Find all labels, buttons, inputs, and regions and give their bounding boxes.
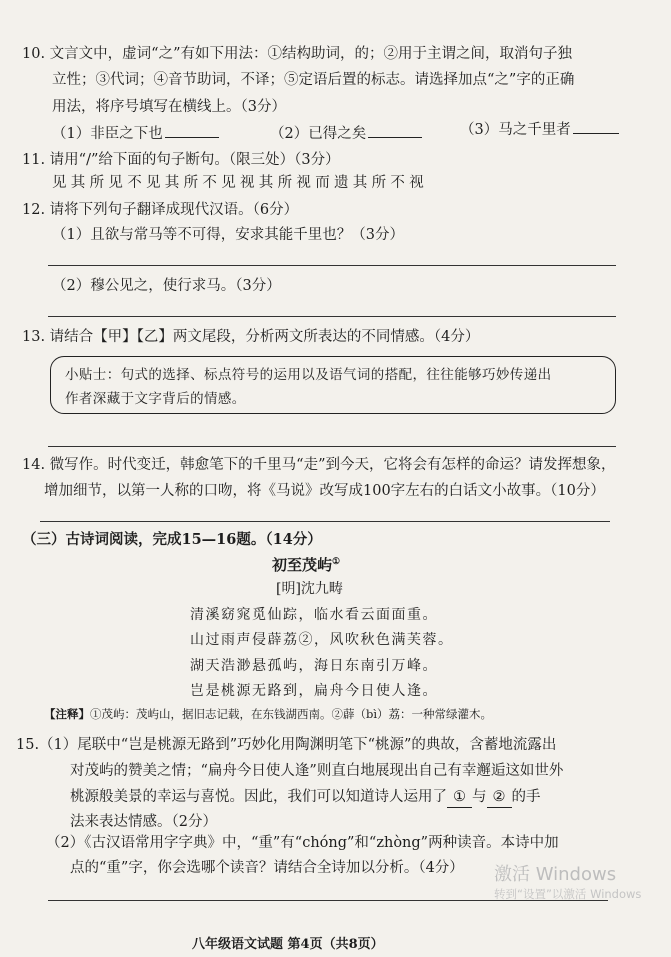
poem-notes [44, 706, 492, 722]
poem-line-4: 岂是桃源无路到，扁舟今日使人逢。 [190, 683, 438, 699]
section3-heading: （三）古诗词阅读，完成15—16题。（14分） [22, 531, 322, 548]
q10-line3: 用法，将序号填写在横线上。（3分） [52, 99, 286, 115]
q13-tip-line1: 小贴士：句式的选择、标点符号的运用以及语气词的搭配，往往能够巧妙传递出 [65, 367, 552, 383]
poem-title-text: 初至茂屿 [272, 556, 333, 574]
q15-line3-text-a: 桃源般美景的幸运与喜悦。因此，我们可以知道诗人运用了 [70, 789, 447, 805]
poem-notes-text: ①茂屿：茂屿山，据旧志记载，在东钱湖西南。②薜（bì）荔：一种常绿灌木。 [90, 707, 493, 721]
q15-line3-text-c: 的手 [511, 789, 541, 805]
q15-line3 [70, 787, 541, 808]
q10-option-1-text: （1）非臣之下也 [52, 126, 163, 142]
q10-answer-blank-3[interactable] [573, 119, 619, 134]
page-footer: 八年级语文试题 第4页（共8页） [192, 937, 384, 952]
q10-line2: 立性；③代词；④音节助词，不译；⑤定语后置的标志。请选择加点“之”字的正确 [52, 72, 575, 88]
q15-blank-2[interactable]: ② [487, 787, 512, 808]
q15-blank-1[interactable]: ① [447, 787, 472, 808]
q13-line1: 13. 请结合【甲】【乙】两文尾段，分析两文所表达的不同情感。（4分） [22, 329, 480, 345]
poem-line-3: 湖天浩渺悬孤屿，海日东南引万峰。 [190, 658, 438, 674]
q14-line2: 增加细节，以第一人称的口吻，将《马说》改写成100字左右的白话文小故事。（10分） [44, 483, 605, 499]
q15-sub2-line2: 点的“重”字，你会选哪个读音？请结合全诗加以分析。（4分） [70, 860, 464, 876]
q10-option-2 [270, 123, 422, 144]
windows-activation-watermark: 激活 Windows [494, 864, 617, 885]
poem-title [272, 552, 340, 575]
q10-answer-blank-2[interactable] [368, 123, 422, 138]
q10-option-3-text: （3）马之千里者 [460, 122, 571, 138]
q10-option-1 [52, 123, 219, 144]
q10-option-2-text: （2）已得之矣 [270, 126, 367, 142]
q11-line1: 11. 请用“/”给下面的句子断句。（限三处）（3分） [22, 152, 340, 168]
q13-answer-line[interactable] [48, 446, 616, 447]
q10-option-3 [460, 119, 619, 140]
poem-line-1: 清溪窈窕觅仙踪，临水看云面面重。 [190, 607, 438, 623]
q12-sub2-answer-line[interactable] [48, 316, 616, 317]
poem-author: [明]沈九畴 [276, 581, 343, 597]
q15-line4: 法来表达情感。（2分） [70, 814, 217, 830]
q13-tip-box [50, 356, 616, 414]
q15-line2: 对茂屿的赞美之情；“扁舟今日使人逢”则直白地展现出自己有幸邂逅这如世外 [70, 763, 564, 779]
q10-line1: 10. 文言文中，虚词“之”有如下用法：①结构助词，的；②用于主谓之间，取消句子独 [22, 46, 572, 62]
poem-line-2: 山过雨声侵薜荔②，风吹秋色满芙蓉。 [190, 632, 454, 648]
q11-sentence: 见其所见不见其所不见视其所视而遗其所不视 [52, 175, 428, 191]
q13-tip-line2: 作者深藏于文字背后的情感。 [65, 391, 246, 407]
poem-title-note-mark: ① [332, 557, 341, 567]
q15-sub2-line1: （2）《古汉语常用字字典》中，“重”有“chóng”和“zhòng”两种读音。本诗中加 [46, 835, 559, 851]
q12-sub1: （1）且欲与常马等不可得，安求其能千里也？（3分） [52, 227, 404, 243]
q12-sub1-answer-line[interactable] [48, 265, 616, 266]
q14-answer-line[interactable] [40, 521, 610, 522]
poem-notes-label: 【注释】 [44, 707, 90, 721]
q12-line1: 12. 请将下列句子翻译成现代汉语。（6分） [22, 202, 299, 218]
q14-line1: 14. 微写作。时代变迁，韩愈笔下的千里马“走”到今天，它将会有怎样的命运？请发挥想象， [22, 457, 616, 473]
q10-answer-blank-1[interactable] [165, 123, 219, 138]
q15-line3-text-b: 与 [472, 789, 487, 805]
q12-sub2: （2）穆公见之，使行求马。（3分） [52, 278, 281, 294]
q15-line1: 15.（1）尾联中“岂是桃源无路到”巧妙化用陶渊明笔下“桃源”的典故，含蓄地流露出 [16, 737, 557, 753]
windows-activation-hint: 转到“设置”以激活 Windows [494, 887, 642, 901]
